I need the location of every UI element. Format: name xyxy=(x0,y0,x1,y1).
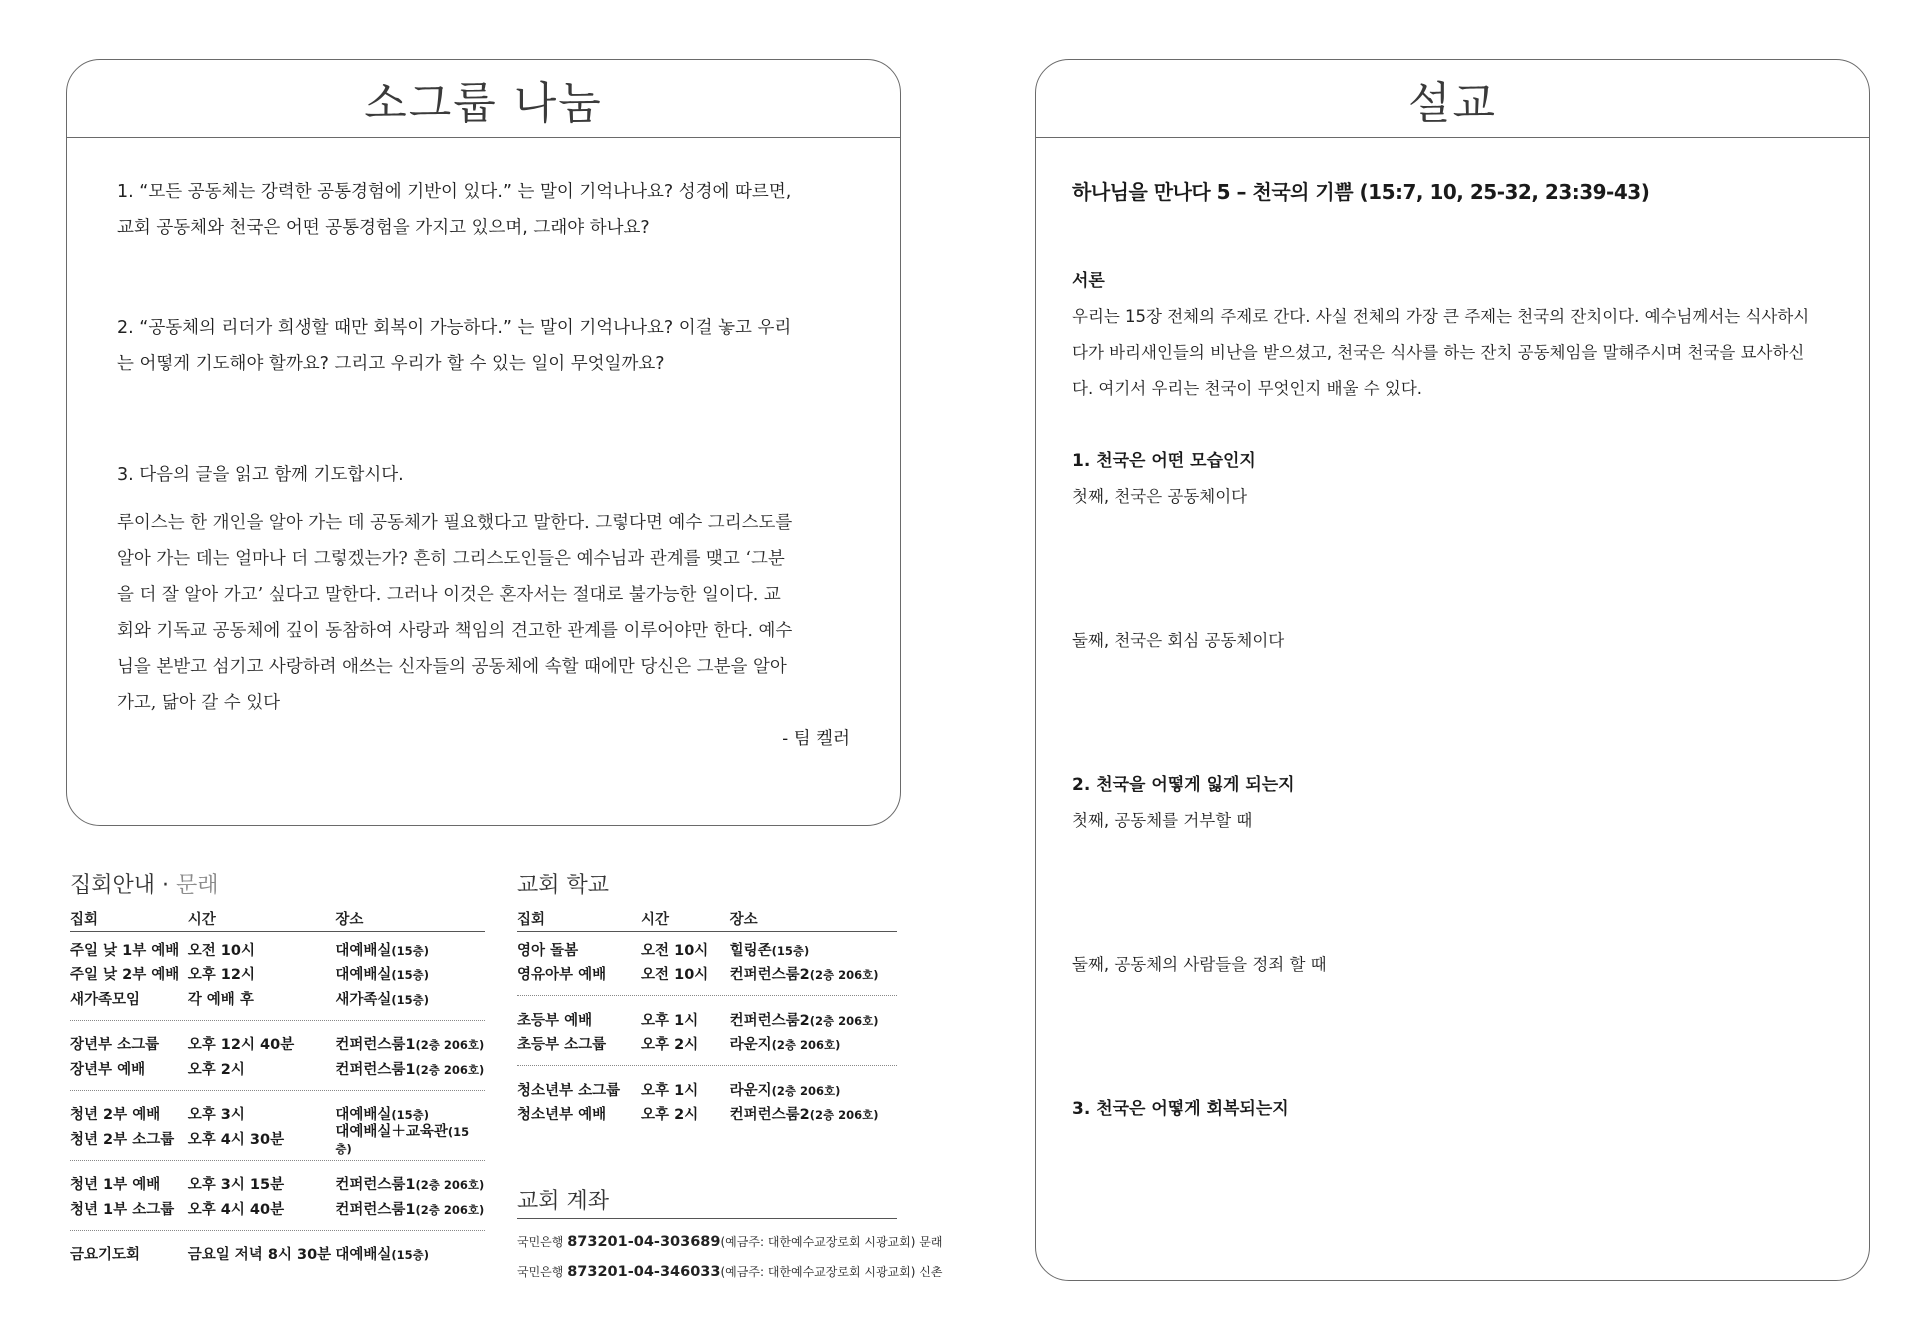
question-3: 3. 다음의 글을 읽고 함께 기도합시다. xyxy=(117,465,404,485)
table-header xyxy=(70,906,485,932)
row-separator xyxy=(517,1065,897,1066)
account-1 xyxy=(517,1233,942,1250)
place-name: 힐링존 xyxy=(729,942,772,959)
place-name: 라운지 xyxy=(729,1082,772,1099)
cell-time: 오후 2시 xyxy=(187,1061,245,1078)
point-1: 1. 천국은 어떤 모습인지 xyxy=(1072,451,1256,471)
cell-place xyxy=(730,1033,897,1054)
table-row xyxy=(517,1077,897,1102)
place-name: 대예배실 xyxy=(335,967,392,984)
quote-line: 회와 기독교 공동체에 깊이 동참하여 사랑과 책임의 견고한 관계를 이루어야만 한다. 예수 xyxy=(117,621,793,641)
quote-line: 알아 가는 데는 얼마나 더 그렇겠는가? 흔히 그리스도인들은 예수님과 관계를 맺고 ‘그분 xyxy=(117,549,785,569)
small-group-header xyxy=(67,60,900,138)
place-name: 컨퍼런스룸2 xyxy=(729,1107,810,1124)
accounts-title: 교회 계좌 xyxy=(517,1189,610,1214)
cell-event: 초등부 예배 xyxy=(517,1012,593,1029)
table-row xyxy=(70,937,485,962)
question-2 xyxy=(117,310,850,382)
account-number: 873201-04-346033 xyxy=(567,1264,721,1280)
cell-event: 새가족모임 xyxy=(70,991,141,1008)
table-row xyxy=(70,1172,485,1197)
account-bank: 국민은행 xyxy=(517,1235,564,1249)
place-detail: (15층) xyxy=(391,1248,430,1263)
table-row xyxy=(517,962,897,987)
sermon-header xyxy=(1036,60,1869,138)
point-2: 2. 천국을 어떻게 잃게 되는지 xyxy=(1072,775,1295,795)
row-separator xyxy=(70,1160,485,1161)
meetings-table xyxy=(70,906,485,1266)
place-detail: (2층 206호) xyxy=(415,1178,485,1193)
question-1 xyxy=(117,174,850,246)
cell-place xyxy=(335,1243,485,1264)
cell-time: 오후 2시 xyxy=(641,1037,699,1054)
table-row xyxy=(70,1242,485,1267)
cell-time: 오후 12시 xyxy=(187,967,255,984)
quote-line: 님을 본받고 섬기고 사랑하려 애쓰는 신자들의 공동체에 속할 때에만 당신은 그분을 알아 xyxy=(117,657,787,677)
intro-line: 다. 여기서 우리는 천국이 무엇인지 배울 수 있다. xyxy=(1072,379,1423,398)
place-detail: (15층) xyxy=(391,992,430,1007)
cell-place xyxy=(335,1033,485,1054)
intro-line: 다가 바리새인들의 비난을 받으셨고, 천국은 식사를 하는 잔치 공동체임을 말해주시며 천국을 묘사하신 xyxy=(1072,343,1805,362)
small-group-panel xyxy=(66,59,901,826)
header-cell: 장소 xyxy=(335,912,364,928)
cell-place xyxy=(730,1103,897,1124)
sermon-panel xyxy=(1035,59,1870,1281)
table-row xyxy=(70,1123,485,1156)
cell-event: 장년부 소그룹 xyxy=(70,1037,160,1054)
cell-time: 오후 4시 40분 xyxy=(187,1201,285,1218)
point-2b: 둘째, 공동체의 사람들을 정죄 할 때 xyxy=(1072,955,1327,974)
question-1-line: 1. “모든 공동체는 강력한 공통경험에 기반이 있다.” 는 말이 기억나나요? 성경에 따르면, xyxy=(117,182,792,202)
cell-time: 오후 4시 30분 xyxy=(187,1131,285,1148)
point-1a: 첫째, 천국은 공동체이다 xyxy=(1072,487,1248,506)
row-separator xyxy=(70,1230,485,1231)
place-name: 컨퍼런스룸2 xyxy=(729,1012,810,1029)
cell-time: 오전 10시 xyxy=(187,942,255,959)
cell-event: 청소년부 예배 xyxy=(517,1107,607,1124)
table-row xyxy=(517,1032,897,1057)
place-name: 라운지 xyxy=(729,1037,772,1054)
table-row xyxy=(70,1056,485,1081)
cell-event: 영아 돌봄 xyxy=(517,942,579,959)
cell-time: 오전 10시 xyxy=(641,967,709,984)
quote-line: 루이스는 한 개인을 알아 가는 데 공동체가 필요했다고 말한다. 그렇다면 예수 그리스도를 xyxy=(117,513,793,533)
cell-time: 각 예배 후 xyxy=(187,991,254,1008)
place-detail: (2층 206호) xyxy=(771,1083,841,1098)
sermon-heading: 하나님을 만나다 5 – 천국의 기쁨 (15:7, 10, 25-32, 23:39-43) xyxy=(1072,180,1650,204)
cell-place xyxy=(730,1079,897,1100)
cell-event: 청년 2부 예배 xyxy=(70,1107,161,1124)
meetings-title: 집회안내 · 문래 xyxy=(70,873,219,898)
header-cell: 집회 xyxy=(517,912,546,928)
account-note: (예금주: 대한예수교장로회 시광교회) 문래 xyxy=(720,1235,943,1249)
account-2 xyxy=(517,1263,942,1280)
point-1b: 둘째, 천국은 회심 공동체이다 xyxy=(1072,631,1285,650)
table-row xyxy=(517,937,897,962)
place-name: 컨퍼런스룸1 xyxy=(335,1061,416,1078)
cell-place xyxy=(730,939,897,960)
place-name: 대예배실 xyxy=(335,942,392,959)
table-row xyxy=(70,986,485,1011)
cell-place xyxy=(730,1009,897,1030)
cell-event: 청년 2부 소그룹 xyxy=(70,1131,175,1148)
question-2-line: 2. “공동체의 리더가 희생할 때만 회복이 가능하다.” 는 말이 기억나나요? 이걸 놓고 우리 xyxy=(117,318,792,338)
meetings-title-accent: 문래 xyxy=(176,873,219,898)
cell-time: 오후 1시 xyxy=(641,1012,699,1029)
place-detail: (15층) xyxy=(391,943,430,958)
place-detail: (2층 206호) xyxy=(809,968,879,983)
table-row xyxy=(70,1196,485,1221)
cell-place xyxy=(335,1173,485,1194)
place-detail: (2층 206호) xyxy=(809,1108,879,1123)
place-name: 컨퍼런스룸2 xyxy=(729,967,810,984)
row-separator xyxy=(70,1090,485,1091)
cell-time: 오후 12시 40분 xyxy=(187,1037,295,1054)
cell-time: 오후 1시 xyxy=(641,1082,699,1099)
place-name: 대예배실＋교육관 xyxy=(335,1123,448,1140)
place-detail: (2층 206호) xyxy=(415,1202,485,1217)
place-name: 새가족실 xyxy=(335,991,392,1008)
quote-block xyxy=(117,505,850,721)
table-header xyxy=(517,906,897,932)
cell-place xyxy=(335,963,485,984)
table-row xyxy=(70,962,485,987)
intro-text xyxy=(1072,299,1833,407)
place-detail: (15층) xyxy=(391,968,430,983)
place-detail: (2층 206호) xyxy=(809,1013,879,1028)
cell-place xyxy=(335,1058,485,1079)
sermon-title: 설교 xyxy=(1407,77,1497,129)
cell-place xyxy=(335,1120,485,1157)
cell-event: 청년 1부 예배 xyxy=(70,1177,161,1194)
intro-line: 우리는 15장 전체의 주제로 간다. 사실 전체의 가장 큰 주제는 천국의 잔치이다. 예수님께서는 식사하시 xyxy=(1072,307,1810,326)
cell-event: 주일 낮 2부 예배 xyxy=(70,967,180,984)
meetings-title-text: 집회안내 xyxy=(70,873,156,898)
cell-place xyxy=(335,939,485,960)
account-number: 873201-04-303689 xyxy=(567,1234,721,1250)
school-title: 교회 학교 xyxy=(517,873,610,898)
cell-time: 금요일 저녁 8시 30분 xyxy=(187,1247,332,1264)
quote-line: 가고, 닮아 갈 수 있다 xyxy=(117,693,281,713)
place-name: 컨퍼런스룸1 xyxy=(335,1037,416,1054)
cell-time: 오후 3시 15분 xyxy=(187,1177,285,1194)
row-separator xyxy=(517,995,897,996)
cell-place xyxy=(730,963,897,984)
header-cell: 시간 xyxy=(187,912,216,928)
account-bank: 국민은행 xyxy=(517,1265,564,1279)
divider xyxy=(517,1218,897,1219)
table-row xyxy=(517,1102,897,1127)
place-detail: (15층) xyxy=(771,943,810,958)
point-2a: 첫째, 공동체를 거부할 때 xyxy=(1072,811,1253,830)
table-row xyxy=(70,1032,485,1057)
place-detail: (2층 206호) xyxy=(771,1038,841,1053)
place-name: 대예배실 xyxy=(335,1247,392,1264)
row-separator xyxy=(70,1020,485,1021)
small-group-title: 소그룹 나눔 xyxy=(364,77,603,129)
account-note: (예금주: 대한예수교장로회 시광교회) 신촌 xyxy=(720,1265,943,1279)
cell-time: 오후 2시 xyxy=(641,1107,699,1124)
place-detail: (15층) xyxy=(391,1108,430,1123)
header-cell: 장소 xyxy=(729,912,758,928)
intro-label: 서론 xyxy=(1072,271,1105,291)
question-2-line: 는 어떻게 기도해야 할까요? 그리고 우리가 할 수 있는 일이 무엇일까요? xyxy=(117,354,665,374)
cell-event: 초등부 소그룹 xyxy=(517,1037,607,1054)
quote-line: 을 더 잘 알아 가고’ 싶다고 말한다. 그러나 이것은 혼자서는 절대로 불가능한 일이다. 교 xyxy=(117,585,781,605)
cell-time: 오전 10시 xyxy=(641,942,709,959)
cell-place xyxy=(335,988,485,1009)
cell-event: 영유아부 예배 xyxy=(517,967,607,984)
header-cell: 시간 xyxy=(641,912,670,928)
point-3: 3. 천국은 어떻게 회복되는지 xyxy=(1072,1099,1289,1119)
cell-place xyxy=(335,1198,485,1219)
place-name: 컨퍼런스룸1 xyxy=(335,1177,416,1194)
place-name: 컨퍼런스룸1 xyxy=(335,1201,416,1218)
header-cell: 집회 xyxy=(70,912,99,928)
question-1-line: 교회 공동체와 천국은 어떤 공통경험을 가지고 있으며, 그래야 하나요? xyxy=(117,218,650,238)
place-detail: (2층 206호) xyxy=(415,1062,485,1077)
cell-event: 청년 1부 소그룹 xyxy=(70,1201,175,1218)
place-detail: (2층 206호) xyxy=(415,1038,485,1053)
cell-event: 장년부 예배 xyxy=(70,1061,146,1078)
place-name: 대예배실 xyxy=(335,1107,392,1124)
cell-time: 오후 3시 xyxy=(187,1107,245,1124)
cell-event: 금요기도회 xyxy=(70,1247,141,1264)
table-row xyxy=(517,1007,897,1032)
cell-event: 청소년부 소그룹 xyxy=(517,1082,621,1099)
place-detail: (15층) xyxy=(335,1124,470,1156)
cell-event: 주일 낮 1부 예배 xyxy=(70,942,180,959)
school-table xyxy=(517,906,897,1126)
quote-author: - 팀 켈러 xyxy=(782,729,850,749)
